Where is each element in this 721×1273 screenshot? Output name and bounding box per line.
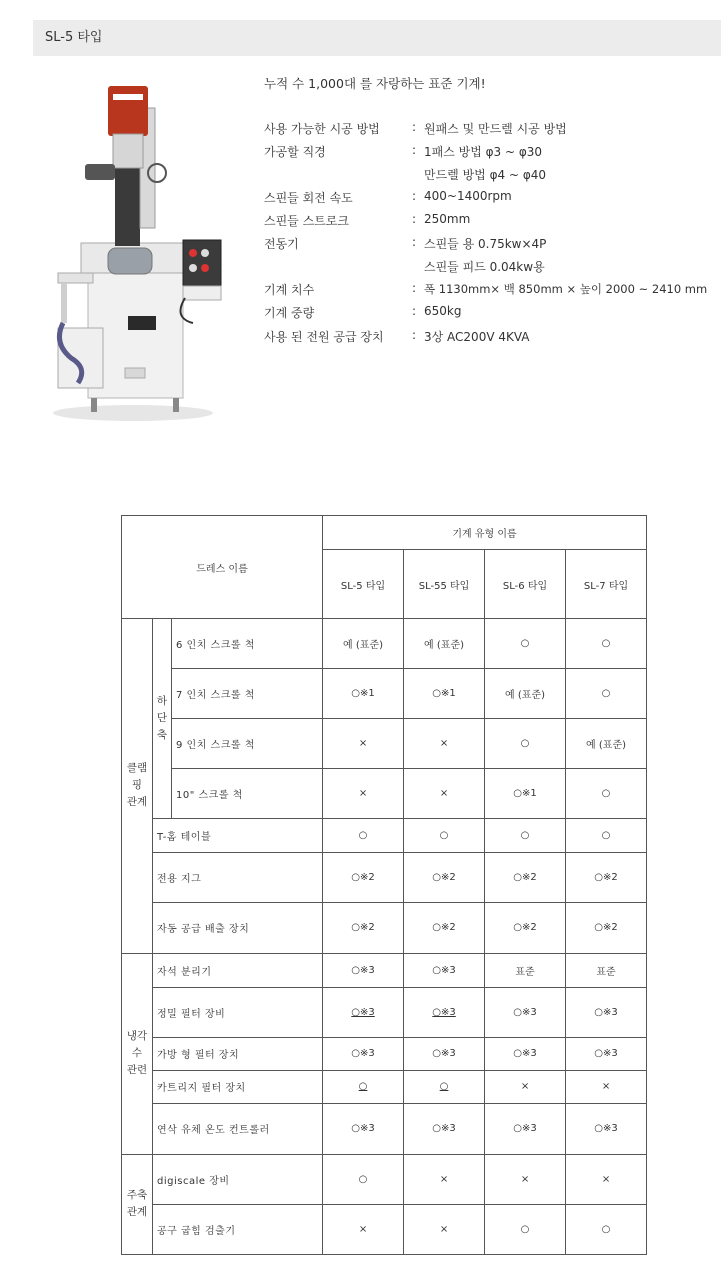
spec-value: 1패스 방법 φ3 ~ φ30 (424, 145, 543, 159)
table-cell: ○※2 (404, 903, 485, 953)
spec-value: 폭 1130mm× 백 850mm × 높이 2000 ~ 2410 mm (424, 282, 708, 296)
row-label: 카트리지 필터 장치 (153, 1070, 323, 1103)
table-cell: 표준 (566, 953, 647, 987)
table-cell: 표준 (485, 953, 566, 987)
row-label: 7 인치 스크롤 척 (172, 669, 323, 719)
spec-value: 원패스 및 만드렐 시공 방법 (424, 122, 567, 136)
row-label: 9 인치 스크롤 척 (172, 719, 323, 769)
spec-label: 스핀들 스트로크 (264, 214, 349, 228)
table-cell: ○ (485, 719, 566, 769)
spec-colon: : (412, 235, 417, 249)
table-cell: 예 (표준) (566, 719, 647, 769)
machine-photo (33, 68, 243, 428)
table-row (122, 669, 647, 719)
table-row (122, 1154, 647, 1204)
table-cell: ○※3 (323, 1037, 404, 1070)
group-spindle: 주축 관계 (122, 1154, 153, 1254)
table-cell: × (404, 1154, 485, 1204)
table-cell: × (566, 1154, 647, 1204)
spec-colon: : (412, 328, 417, 342)
row-label: T-홈 테이블 (153, 819, 323, 853)
row-label: 전용 지그 (153, 853, 323, 903)
group-lower-shaft: 하 단 축 (153, 619, 172, 819)
table-row (122, 1070, 647, 1103)
spec-continuation: 스핀들 피드 0.04kw용 (424, 260, 545, 274)
table-cell: × (404, 719, 485, 769)
header-group-cell: 기계 유형 이름 (323, 516, 647, 550)
table-row (122, 853, 647, 903)
table-cell: ○※3 (404, 1037, 485, 1070)
spec-continuation: 만드렐 방법 φ4 ~ φ40 (424, 168, 547, 182)
table-cell: × (323, 1204, 404, 1254)
table-cell: ○ (323, 819, 404, 853)
header-name-cell: 드레스 이름 (122, 516, 323, 619)
table-cell: × (485, 1154, 566, 1204)
group-clamping: 클램 핑 관계 (122, 619, 153, 953)
table-cell: ○※1 (485, 769, 566, 819)
table-cell: ○ (323, 1070, 404, 1103)
table-cell: × (404, 769, 485, 819)
row-label: 자동 공급 배출 장치 (153, 903, 323, 953)
table-row (122, 987, 647, 1037)
spec-label: 사용 가능한 시공 방법 (264, 122, 380, 136)
spec-colon: : (412, 281, 417, 295)
table-cell: 예 (표준) (485, 669, 566, 719)
table-cell: ○※2 (566, 853, 647, 903)
spec-value: 400~1400rpm (424, 189, 512, 203)
spec-value: 650kg (424, 304, 462, 318)
comparison-table (121, 515, 647, 1255)
table-cell: ○※3 (323, 987, 404, 1037)
spec-colon: : (412, 212, 417, 226)
spec-value: 3상 AC200V 4KVA (424, 330, 530, 344)
table-cell: ○ (485, 819, 566, 853)
row-label: 공구 굽힘 검출기 (153, 1204, 323, 1254)
table-cell: × (485, 1070, 566, 1103)
table-cell: × (323, 719, 404, 769)
model-header: SL-5 타입 (323, 550, 404, 619)
spec-colon: : (412, 189, 417, 203)
table-cell: ○※3 (485, 1037, 566, 1070)
table-cell: ○※2 (485, 853, 566, 903)
row-label: 연삭 유체 온도 컨트롤러 (153, 1103, 323, 1154)
tagline: 누적 수 1,000대 를 자랑하는 표준 기계! (264, 76, 486, 91)
table-cell: ○※1 (323, 669, 404, 719)
table-row (122, 953, 647, 987)
model-header: SL-7 타입 (566, 550, 647, 619)
table-row (122, 819, 647, 853)
table-row (122, 619, 647, 669)
table-cell: ○ (404, 1070, 485, 1103)
model-header: SL-55 타입 (404, 550, 485, 619)
table-cell: ○※2 (404, 853, 485, 903)
group-coolant: 냉각 수 관련 (122, 953, 153, 1154)
row-label: 6 인치 스크롤 척 (172, 619, 323, 669)
table-cell: ○※2 (485, 903, 566, 953)
row-label: 10" 스크롤 척 (172, 769, 323, 819)
table-cell: ○※3 (566, 1103, 647, 1154)
table-cell: ○※3 (566, 987, 647, 1037)
spec-value: 스핀들 용 0.75kw×4P (424, 237, 547, 251)
table-cell: ○※3 (323, 953, 404, 987)
table-cell: ○※3 (404, 987, 485, 1037)
table-cell: ○ (485, 1204, 566, 1254)
table-cell: ○ (404, 819, 485, 853)
spec-colon: : (412, 120, 417, 134)
table-cell: ○※2 (566, 903, 647, 953)
table-cell: ○※1 (404, 669, 485, 719)
row-label: 자석 분리기 (153, 953, 323, 987)
spec-label: 전동기 (264, 237, 299, 251)
spec-label: 가공할 직경 (264, 145, 326, 159)
table-cell: ○ (566, 1204, 647, 1254)
table-row (122, 1037, 647, 1070)
table-cell: ○※3 (404, 1103, 485, 1154)
spec-label: 기계 치수 (264, 283, 315, 297)
row-label: 가방 형 필터 장치 (153, 1037, 323, 1070)
table-cell: ○※3 (485, 987, 566, 1037)
table-cell: ○ (566, 669, 647, 719)
table-cell: ○ (566, 619, 647, 669)
model-header: SL-6 타입 (485, 550, 566, 619)
table-cell: × (566, 1070, 647, 1103)
table-row (122, 903, 647, 953)
spec-label: 사용 된 전원 공급 장치 (264, 330, 384, 344)
table-cell: ○ (566, 819, 647, 853)
table-cell: ○※2 (323, 853, 404, 903)
table-cell: ○※3 (485, 1103, 566, 1154)
table-cell: ○ (566, 769, 647, 819)
table-row (122, 719, 647, 769)
table-cell: 예 (표준) (404, 619, 485, 669)
table-cell: ○※2 (323, 903, 404, 953)
spec-label: 기계 중량 (264, 306, 315, 320)
table-cell: ○ (323, 1154, 404, 1204)
table-cell: ○※3 (323, 1103, 404, 1154)
table-cell: 예 (표준) (323, 619, 404, 669)
table-cell: ○ (485, 619, 566, 669)
spec-colon: : (412, 304, 417, 318)
table-row (122, 769, 647, 819)
row-label: 정밀 필터 장비 (153, 987, 323, 1037)
spec-value: 250mm (424, 212, 471, 226)
spec-colon: : (412, 143, 417, 157)
spec-label: 스핀들 회전 속도 (264, 191, 353, 205)
table-cell: × (404, 1204, 485, 1254)
table-cell: × (323, 769, 404, 819)
table-row (122, 1103, 647, 1154)
page-title: SL-5 타입 (33, 20, 721, 56)
row-label: digiscale 장비 (153, 1154, 323, 1204)
table-cell: ○※3 (566, 1037, 647, 1070)
table-cell: ○※3 (404, 953, 485, 987)
table-row (122, 1204, 647, 1254)
